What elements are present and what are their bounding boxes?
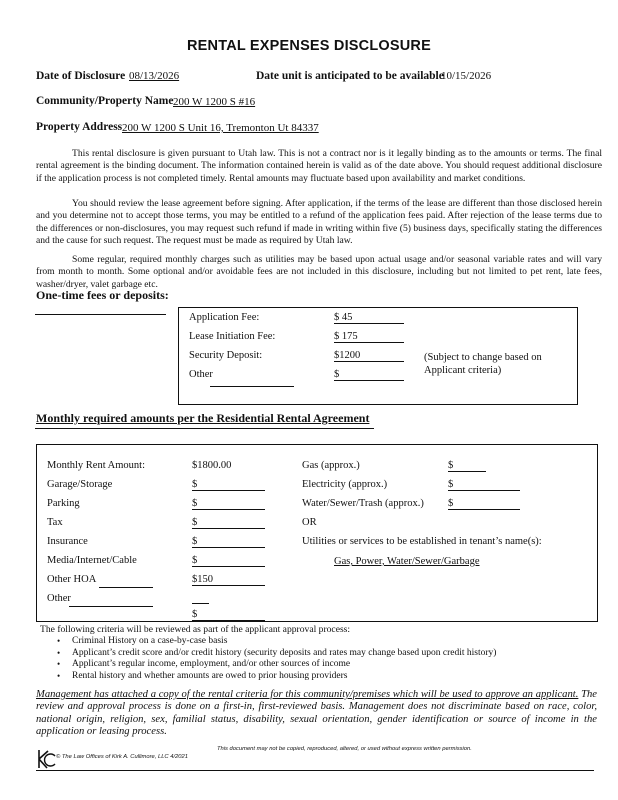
other-hoa-name-line — [99, 587, 153, 588]
list-item: • Applicant’s credit score and/or credit history (security deposits and rates may change based upon credit history) — [36, 648, 596, 660]
water-sewer-trash-label: Water/Sewer/Trash (approx.) — [302, 498, 424, 509]
gas-value: $ — [448, 460, 486, 472]
management-review-text: The review and approval process is done on a first-in, first-reviewed basis. Management does not discriminate based on race, color, national origin, religion, sex, familial status, disability, sexual orientation, gender identification or source of income in the application or leasing process. — [36, 689, 597, 737]
other-fee-name-line — [210, 386, 294, 387]
management-criteria-sentence: Management has attached a copy of the rental criteria for this community/premises which will be used to approve an applicant. — [36, 689, 579, 700]
property-address-value: 200 W 1200 S Unit 16, Tremonton Ut 84337 — [122, 122, 319, 134]
list-item: • Applicant’s regular income, employment, and/or other sources of income — [36, 659, 596, 671]
document-title: RENTAL EXPENSES DISCLOSURE — [187, 38, 431, 54]
lease-initiation-fee-value: $ 175 — [334, 331, 404, 343]
heading-rule — [35, 314, 166, 315]
date-of-disclosure-value: 08/13/2026 — [129, 70, 180, 82]
availability-date-value: 10/15/2026 — [441, 70, 492, 82]
garage-storage-label: Garage/Storage — [47, 479, 113, 490]
electricity-label: Electricity (approx.) — [302, 479, 388, 490]
application-fee-label: Application Fee: — [189, 312, 260, 323]
water-sewer-trash-value: $ — [448, 498, 520, 510]
insurance-label: Insurance — [47, 536, 88, 547]
monthly-amounts-heading: Monthly required amounts per the Residential Rental Agreement — [36, 411, 370, 425]
utilities-label: Utilities or services to be established in tenant’s name(s): — [302, 536, 542, 547]
other-monthly-name-line — [69, 606, 153, 607]
other-monthly-short-line — [192, 603, 209, 604]
other-monthly-label: Other — [47, 593, 71, 604]
other-fee-label: Other — [189, 369, 213, 380]
gas-label: Gas (approx.) — [302, 460, 360, 471]
electricity-value: $ — [448, 479, 520, 491]
criteria-intro: The following criteria will be reviewed as part of the applicant approval process: — [40, 624, 351, 635]
garage-storage-value: $ — [192, 479, 265, 491]
tax-value: $ — [192, 517, 265, 529]
other-hoa-label: Other HOA — [47, 574, 97, 585]
availability-date-label: Date unit is anticipated to be available — [256, 70, 444, 82]
lease-initiation-fee-label: Lease Initiation Fee: — [189, 331, 276, 342]
utilities-value: Gas, Power, Water/Sewer/Garbage — [334, 556, 480, 567]
or-label: OR — [302, 517, 317, 528]
media-internet-cable-label: Media/Internet/Cable — [47, 555, 137, 566]
other-monthly-value: $ — [192, 609, 265, 621]
law-office-logo — [36, 748, 56, 768]
parking-value: $ — [192, 498, 265, 510]
media-internet-cable-value: $ — [192, 555, 265, 567]
community-name-label: Community/Property Name — [36, 95, 174, 107]
disclosure-paragraph-2: You should review the lease agreement before signing. After application, if the terms of the lease are different than those disclosed herein and you determine not to accept those terms, you may be entitled to a refund of the application fees paid. After rejection of the lease terms due to the differences or non-disclosures, you may request such refund if made in writing within five (5) business days, specifically stating the differences and the cause for such request. The request must be made as required by Utah law. — [36, 198, 602, 246]
management-statement — [36, 689, 597, 738]
property-address-label: Property Address — [36, 121, 123, 133]
onetime-fees-note: (Subject to change based on Applicant criteria) — [424, 352, 542, 376]
disclosure-paragraph-1: This rental disclosure is given pursuant to Utah law. This is not a contract nor is it legally binding as to the amounts or terms. The final rental agreement is the binding document. The information contained herein is valid as of the date above. You should request additional disclosure if the application process is not completed timely. Rental amounts may fluctuate based upon availability and market conditions. — [36, 148, 602, 184]
other-hoa-value: $150 — [192, 574, 265, 586]
parking-label: Parking — [47, 498, 80, 509]
other-fee-value: $ — [334, 369, 404, 381]
onetime-fees-heading: One-time fees or deposits: — [36, 288, 169, 302]
footer-copyright: © The Law Offices of Kirk A. Cullimore, LLC 4/2021 — [56, 754, 188, 760]
date-of-disclosure-label: Date of Disclosure — [36, 70, 126, 82]
security-deposit-label: Security Deposit: — [189, 350, 263, 361]
footer-rule — [36, 770, 594, 771]
insurance-value: $ — [192, 536, 265, 548]
list-item: • Rental history and whether amounts are owed to prior housing providers — [36, 671, 596, 683]
community-name-value: 200 W 1200 S #16 — [173, 96, 256, 108]
disclosure-paragraph-3: Some regular, required monthly charges such as utilities may be based upon actual usage and/or seasonal variable rates and will vary from month to month. Some optional and/or avoidable fees are not included in this disclosure, including but not limited to pet rent, late fees, washer/dryer, valet garbage etc. — [36, 254, 602, 290]
application-fee-value: $ 45 — [334, 312, 404, 324]
security-deposit-value: $1200 — [334, 350, 404, 362]
monthly-rent-label: Monthly Rent Amount: — [47, 460, 146, 471]
monthly-heading-rule — [35, 428, 374, 429]
monthly-rent-value: $1800.00 — [192, 460, 232, 471]
tax-label: Tax — [47, 517, 63, 528]
list-item: • Criminal History on a case-by-case basis — [36, 636, 596, 648]
footer-notice: This document may not be copied, reproduced, altered, or used without express written permission. — [217, 746, 472, 752]
criteria-list — [36, 636, 596, 682]
